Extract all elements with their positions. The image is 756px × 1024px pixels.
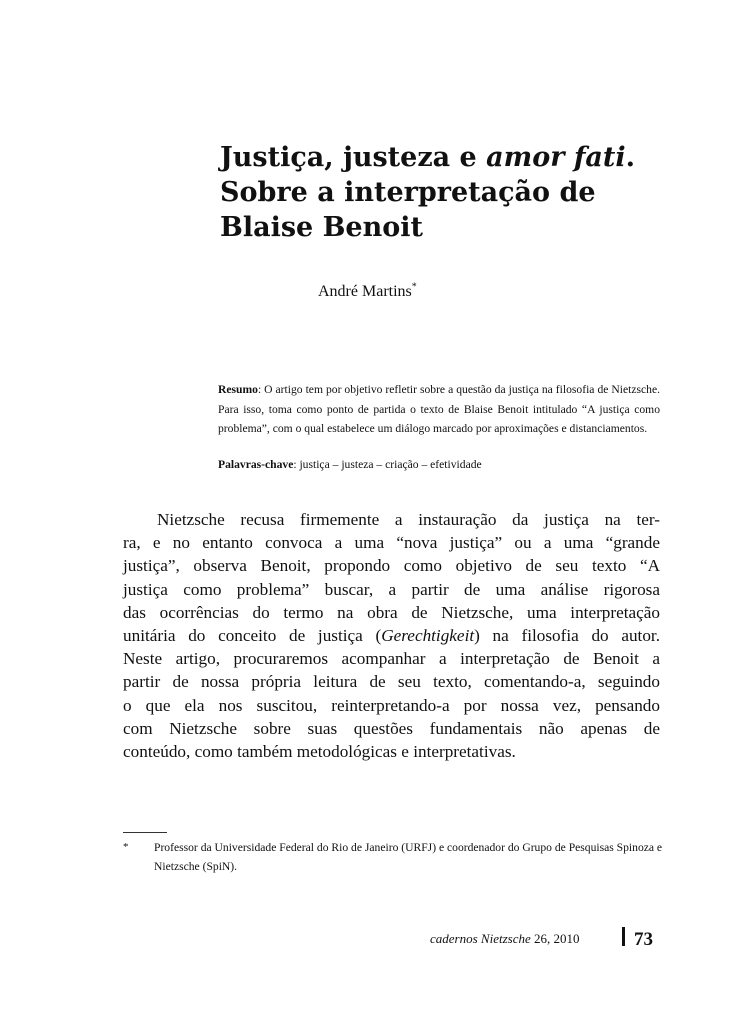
body-line: justiça”, observa Benoit, propondo como objetivo de seu texto “A xyxy=(123,556,660,576)
keywords-text: : justiça – justeza – criação – efetividade xyxy=(293,458,482,471)
body-text-segment: unitária do conceito de justiça ( xyxy=(123,626,382,646)
body-line xyxy=(123,624,660,647)
footnote-divider xyxy=(123,832,167,833)
author-byline xyxy=(318,283,417,301)
body-text-segment: ) na filosofia do autor. xyxy=(474,626,660,646)
abstract-label: Resumo xyxy=(218,383,258,396)
article-title xyxy=(220,140,700,245)
title-line-3: Blaise Benoit xyxy=(220,212,423,243)
author-name: André Martins xyxy=(318,283,412,300)
body-line: ra, e no entanto convoca a uma “nova justiça” ou a uma “grande xyxy=(123,533,660,553)
footnote-mark: * xyxy=(123,841,129,853)
abstract-text: : O artigo tem por objetivo refletir sobre a questão da justiça na filosofia de Nietzsche. Para isso, toma como ponto de partida o texto de Blaise Benoit intitulado “A justiça como problema”, com o qual estabelece um diálogo marcado por aproximações e distanciamentos. xyxy=(218,383,660,436)
body-line: com Nietzsche sobre suas questões fundamentais não apenas de xyxy=(123,718,660,738)
body-line: o que ela nos suscitou, reinterpretando-a por nossa vez, pensando xyxy=(123,695,660,715)
body-paragraph xyxy=(123,508,660,763)
body-line: partir de nossa própria leitura de seu texto, comentando-a, seguindo xyxy=(123,672,660,692)
page-footer xyxy=(430,927,670,957)
body-line: Neste artigo, procuraremos acompanhar a interpretação de Benoit a xyxy=(123,649,660,669)
body-line: conteúdo, como também metodológicas e interpretativas. xyxy=(123,742,516,762)
keywords-label: Palavras-chave xyxy=(218,458,294,471)
title-text: Justiça, justeza e xyxy=(220,142,487,173)
abstract xyxy=(218,380,660,439)
journal-volume: 26, 2010 xyxy=(530,931,580,946)
author-footnote-mark[interactable]: * xyxy=(411,281,417,293)
footer-separator xyxy=(622,927,625,946)
body-italic-term: Gerechtigkeit xyxy=(381,626,475,646)
title-period: . xyxy=(625,142,636,173)
title-line-2: Sobre a interpretação de xyxy=(220,177,596,208)
journal-citation xyxy=(430,931,579,947)
body-line: das ocorrências do termo na obra de Nietzsche, uma interpretação xyxy=(123,602,660,622)
journal-name: cadernos Nietzsche xyxy=(430,931,531,946)
page-number: 73 xyxy=(634,929,653,950)
body-line: justiça como problema” buscar, a partir de uma análise rigorosa xyxy=(123,579,660,599)
footnote-text: Professor da Universidade Federal do Rio de Janeiro (URFJ) e coordenador do Grupo de Pesquisas Spinoza e Nietzsche (SpiN). xyxy=(154,841,663,873)
title-italic-text: amor fati xyxy=(486,142,626,173)
title-line-1 xyxy=(220,140,700,175)
body-line: Nietzsche recusa firmemente a instauração da justiça na ter- xyxy=(157,510,660,529)
keywords xyxy=(218,455,660,475)
